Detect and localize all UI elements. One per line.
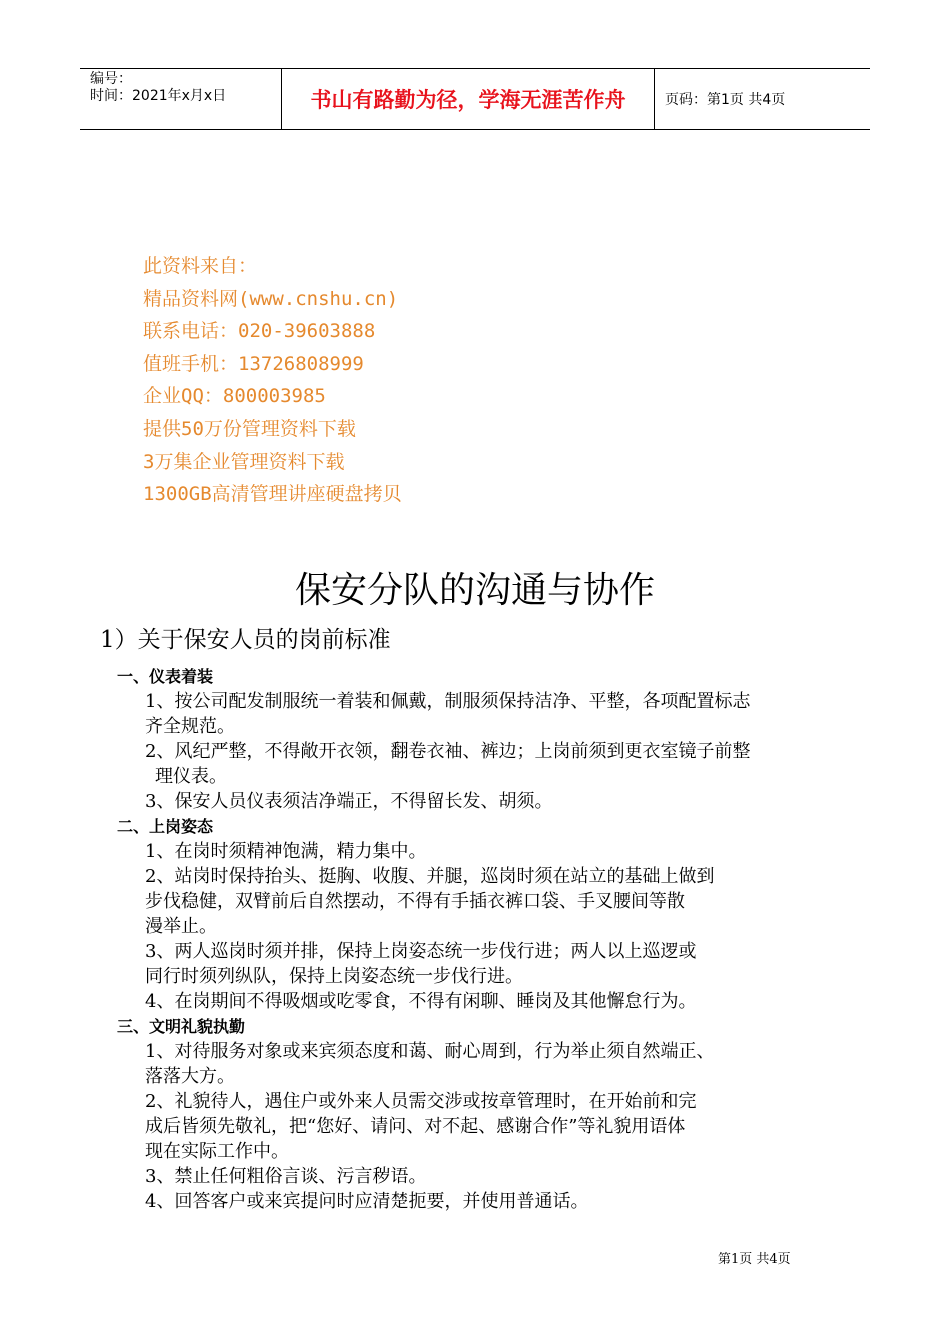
item-line: 齐全规范。 [145, 716, 235, 737]
time-label: 时间：2021年x月x日 [90, 88, 227, 104]
item-line: 2、风纪严整，不得敞开衣领，翻卷衣袖、裤边；上岗前须到更衣室镜子前整 [145, 741, 751, 762]
item-line: 同行时须列纵队，保持上岗姿态统一步伐行进。 [145, 966, 523, 987]
header-meta [80, 69, 282, 129]
source-line: 3万集企业管理资料下载 [143, 450, 345, 473]
list-item [145, 1164, 880, 1189]
number-label: 编号： [90, 71, 132, 87]
item-line: 现在实际工作中。 [145, 1141, 289, 1162]
subsection-heading: 三、文明礼貌执勤 [117, 1017, 246, 1036]
list-item [145, 1039, 880, 1089]
section-title: 1）关于保安人员的岗前标准 [100, 627, 391, 653]
item-line: 成后皆须先敬礼，把“您好、请问、对不起、感谢合作”等礼貌用语体 [145, 1116, 686, 1137]
source-line: 值班手机：13726808999 [143, 352, 364, 375]
source-line: 精品资料网(www.cnshu.cn) [143, 287, 399, 310]
item-line: 1、对待服务对象或来宾须态度和蔼、耐心周到，行为举止须自然端正、 [145, 1041, 715, 1062]
list-item [145, 1189, 880, 1214]
document-title: 保安分队的沟通与协作 [294, 570, 655, 611]
source-line: 此资料来自： [143, 255, 258, 277]
list-item [145, 739, 880, 789]
item-line: 2、站岗时保持抬头、挺胸、收腹、并腿，巡岗时须在站立的基础上做到 [145, 866, 715, 887]
source-line: 1300GB高清管理讲座硬盘拷贝 [143, 483, 402, 506]
list-item [145, 989, 880, 1014]
list-item [145, 1089, 880, 1164]
item-line: 1、在岗时须精神饱满，精力集中。 [145, 841, 427, 862]
document-header [80, 68, 870, 130]
item-line: 3、禁止任何粗俗言谈、污言秽语。 [145, 1166, 427, 1187]
header-page-info: 页码：第1页 共4页 [665, 92, 786, 108]
item-line: 步伐稳健，双臂前后自然摆动，不得有手插衣裤口袋、手叉腰间等散 [145, 891, 685, 912]
item-line: 落落大方。 [145, 1066, 235, 1087]
list-item [145, 689, 880, 739]
header-motto: 书山有路勤为径，学海无涯苦作舟 [282, 69, 655, 129]
source-line: 提供50万份管理资料下载 [143, 417, 356, 440]
source-line: 企业QQ：800003985 [143, 385, 326, 408]
item-line: 4、在岗期间不得吸烟或吃零食，不得有闲聊、睡岗及其他懈怠行为。 [145, 991, 697, 1012]
source-line: 联系电话：020-39603888 [143, 320, 376, 343]
list-item [145, 864, 880, 939]
item-line: 理仪表。 [155, 766, 227, 787]
document-body [0, 664, 950, 1214]
list-item [145, 789, 880, 814]
subsection-heading: 二、上岗姿态 [117, 817, 214, 836]
item-line: 漫举止。 [145, 916, 217, 937]
item-line: 2、礼貌待人，遇住户或外来人员需交涉或按章管理时，在开始前和完 [145, 1091, 697, 1112]
item-line: 3、保安人员仪表须洁净端正，不得留长发、胡须。 [145, 791, 553, 812]
item-line: 1、按公司配发制服统一着装和佩戴，制服须保持洁净、平整，各项配置标志 [145, 691, 751, 712]
item-line: 3、两人巡岗时须并排，保持上岗姿态统一步伐行进；两人以上巡逻或 [145, 941, 697, 962]
item-line: 4、回答客户或来宾提问时应清楚扼要，并使用普通话。 [145, 1191, 589, 1212]
list-item [145, 839, 880, 864]
page-footer: 第1页 共4页 [718, 1252, 791, 1267]
source-info-block [143, 250, 402, 511]
list-item [145, 939, 880, 989]
subsection-heading: 一、仪表着装 [117, 667, 214, 686]
